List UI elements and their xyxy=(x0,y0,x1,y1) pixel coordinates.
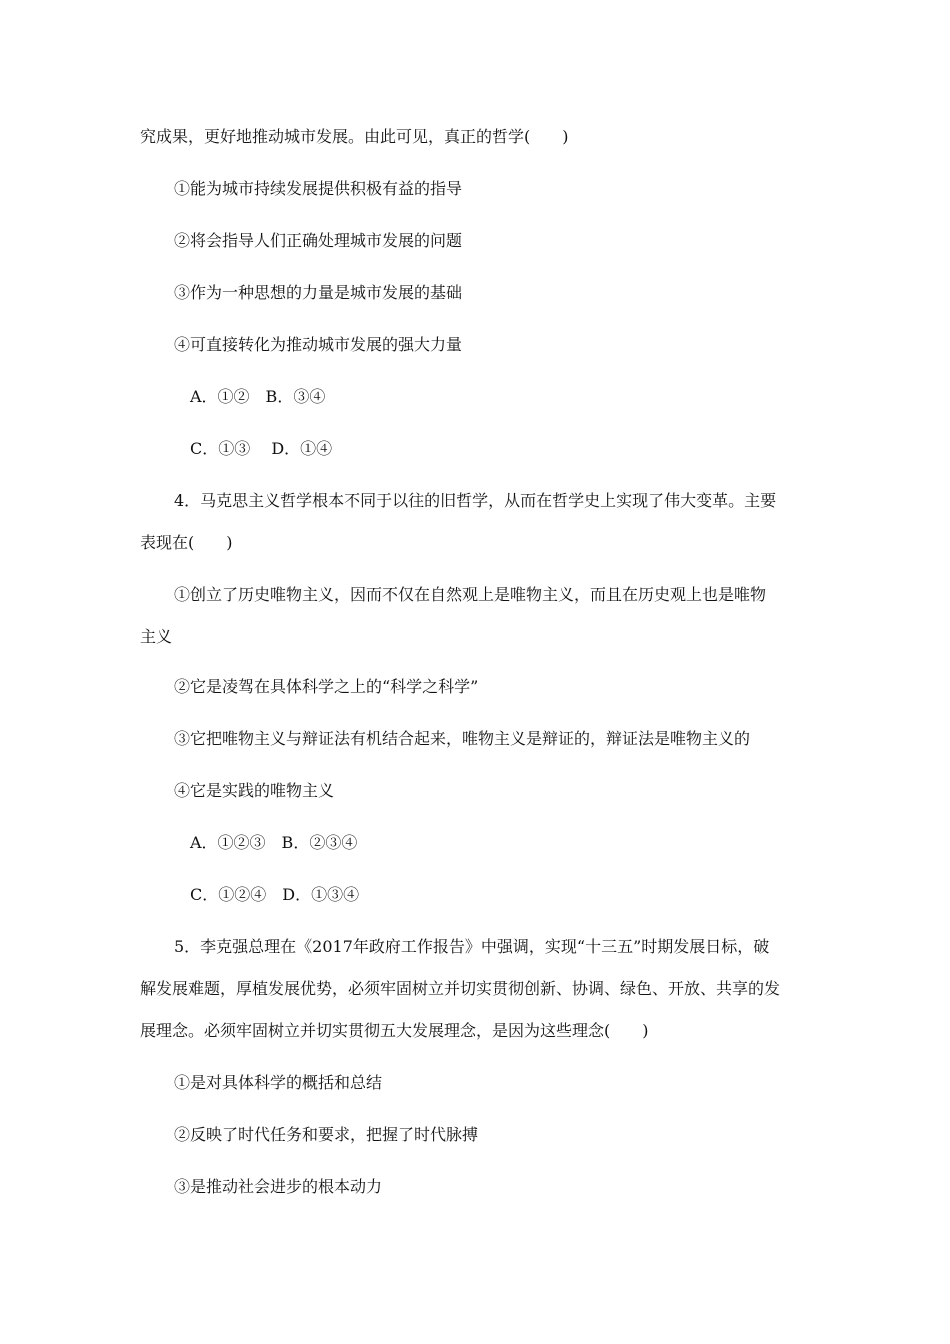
q3-choices-ab: A．①② B．③④ xyxy=(190,387,326,406)
q5-stem-line-2: 解发展难题，厚植发展优势，必须牢固树立并切实贯彻创新、协调、绿色、开放、共享的发 xyxy=(140,979,781,998)
q3-choices-cd: C．①③ D．①④ xyxy=(190,439,333,458)
q5-stem-line-1: 5．李克强总理在《2017年政府工作报告》中强调，实现“十三五”时期发展日标，破 xyxy=(174,937,770,956)
q3-option-1: ①能为城市持续发展提供积极有益的指导 xyxy=(174,179,463,198)
q5-option-2: ②反映了时代任务和要求，把握了时代脉搏 xyxy=(174,1125,479,1144)
q5-option-3: ③是推动社会进步的根本动力 xyxy=(174,1177,383,1196)
q3-option-4: ④可直接转化为推动城市发展的强大力量 xyxy=(174,335,463,354)
q5-option-1: ①是对具体科学的概括和总结 xyxy=(174,1073,383,1092)
q5-stem-line-3: 展理念。必须牢固树立并切实贯彻五大发展理念，是因为这些理念( ) xyxy=(140,1021,649,1040)
q4-choices-cd: C．①②④ D．①③④ xyxy=(190,885,360,904)
q3-stem-tail: 究成果，更好地推动城市发展。由此可见，真正的哲学( ) xyxy=(140,127,569,146)
q4-option-3: ③它把唯物主义与辩证法有机结合起来，唯物主义是辩证的，辩证法是唯物主义的 xyxy=(174,729,751,748)
q3-option-2: ②将会指导人们正确处理城市发展的问题 xyxy=(174,231,463,250)
q4-stem-line-2: 表现在( ) xyxy=(140,533,233,552)
q4-choices-ab: A．①②③ B．②③④ xyxy=(190,833,358,852)
q4-option-1-line-2: 主义 xyxy=(140,627,173,646)
q4-stem-line-1: 4．马克思主义哲学根本不同于以往的旧哲学，从而在哲学史上实现了伟大变革。主要 xyxy=(174,491,777,510)
q4-option-2: ②它是凌驾在具体科学之上的“科学之科学” xyxy=(174,677,479,696)
q3-option-3: ③作为一种思想的力量是城市发展的基础 xyxy=(174,283,463,302)
q4-option-4: ④它是实践的唯物主义 xyxy=(174,781,335,800)
q4-option-1-line-1: ①创立了历史唯物主义，因而不仅在自然观上是唯物主义，而且在历史观上也是唯物 xyxy=(174,585,767,604)
